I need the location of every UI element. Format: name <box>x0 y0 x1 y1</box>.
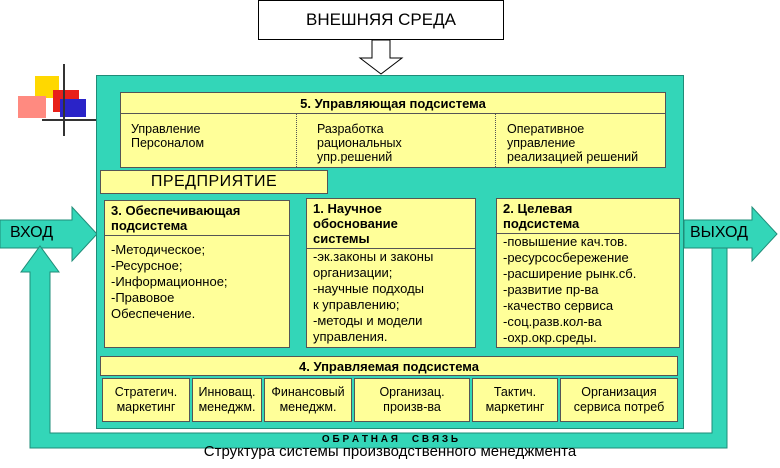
science-subsystem <box>306 198 476 348</box>
support-subsystem-list: -Методическое; -Ресурсное; -Информационное; -Правовое Обеспечение. <box>111 242 228 321</box>
target-subsystem-title: 2. Целевая подсистема <box>497 199 679 234</box>
feedback-label: О Б Р А Т Н А Я С В Я З Ь <box>321 434 459 445</box>
managed-item-customer-service: Организация сервиса потреб <box>560 378 678 422</box>
support-subsystem <box>104 200 290 348</box>
science-subsystem-title: 1. Научное обоснование системы <box>307 199 475 249</box>
environment-arrow <box>360 40 402 74</box>
control-item-operational: Оперативное управление реализацией решений <box>507 122 639 164</box>
enterprise-label: ПРЕДПРИЯТИЕ <box>100 170 328 194</box>
managed-item-finance: Финансовый менеджм. <box>264 378 352 422</box>
input-label: ВХОД <box>10 224 54 241</box>
control-item-personnel: Управление Персоналом <box>131 122 205 150</box>
managed-item-innovation: Инноващ. менеджм. <box>192 378 262 422</box>
managed-subsystem-items <box>100 378 678 422</box>
managed-item-tactical-marketing: Тактич. маркетинг <box>472 378 558 422</box>
target-subsystem-list: -повышение кач.тов. -ресурсосбережение -расширение рынк.сб. -развитие пр-ва -качество сервиса -соц.разв.кол-ва -охр.окр.среды. <box>503 234 637 345</box>
target-subsystem <box>496 198 680 348</box>
control-subsystem-body <box>120 113 666 168</box>
managed-item-strategic-marketing: Стратегич. маркетинг <box>102 378 190 422</box>
diagram-caption: Структура системы производственного менеджмента <box>203 443 577 460</box>
control-subsystem-title: 5. Управляющая подсистема <box>120 92 666 114</box>
managed-subsystem-title: 4. Управляемая подсистема <box>100 356 678 376</box>
support-subsystem-title: 3. Обеспечивающая подсистема <box>105 201 289 236</box>
control-item-decisions: Разработка рациональных упр.решений <box>317 122 402 164</box>
managed-item-production: Организац. произв-ва <box>354 378 470 422</box>
output-label: ВЫХОД <box>690 224 748 241</box>
science-subsystem-list: -эк.законы и законы организации; -научные подходы к управлению; -методы и модели управления. <box>313 249 434 344</box>
external-environment-box: ВНЕШНЯЯ СРЕДА <box>258 0 504 40</box>
